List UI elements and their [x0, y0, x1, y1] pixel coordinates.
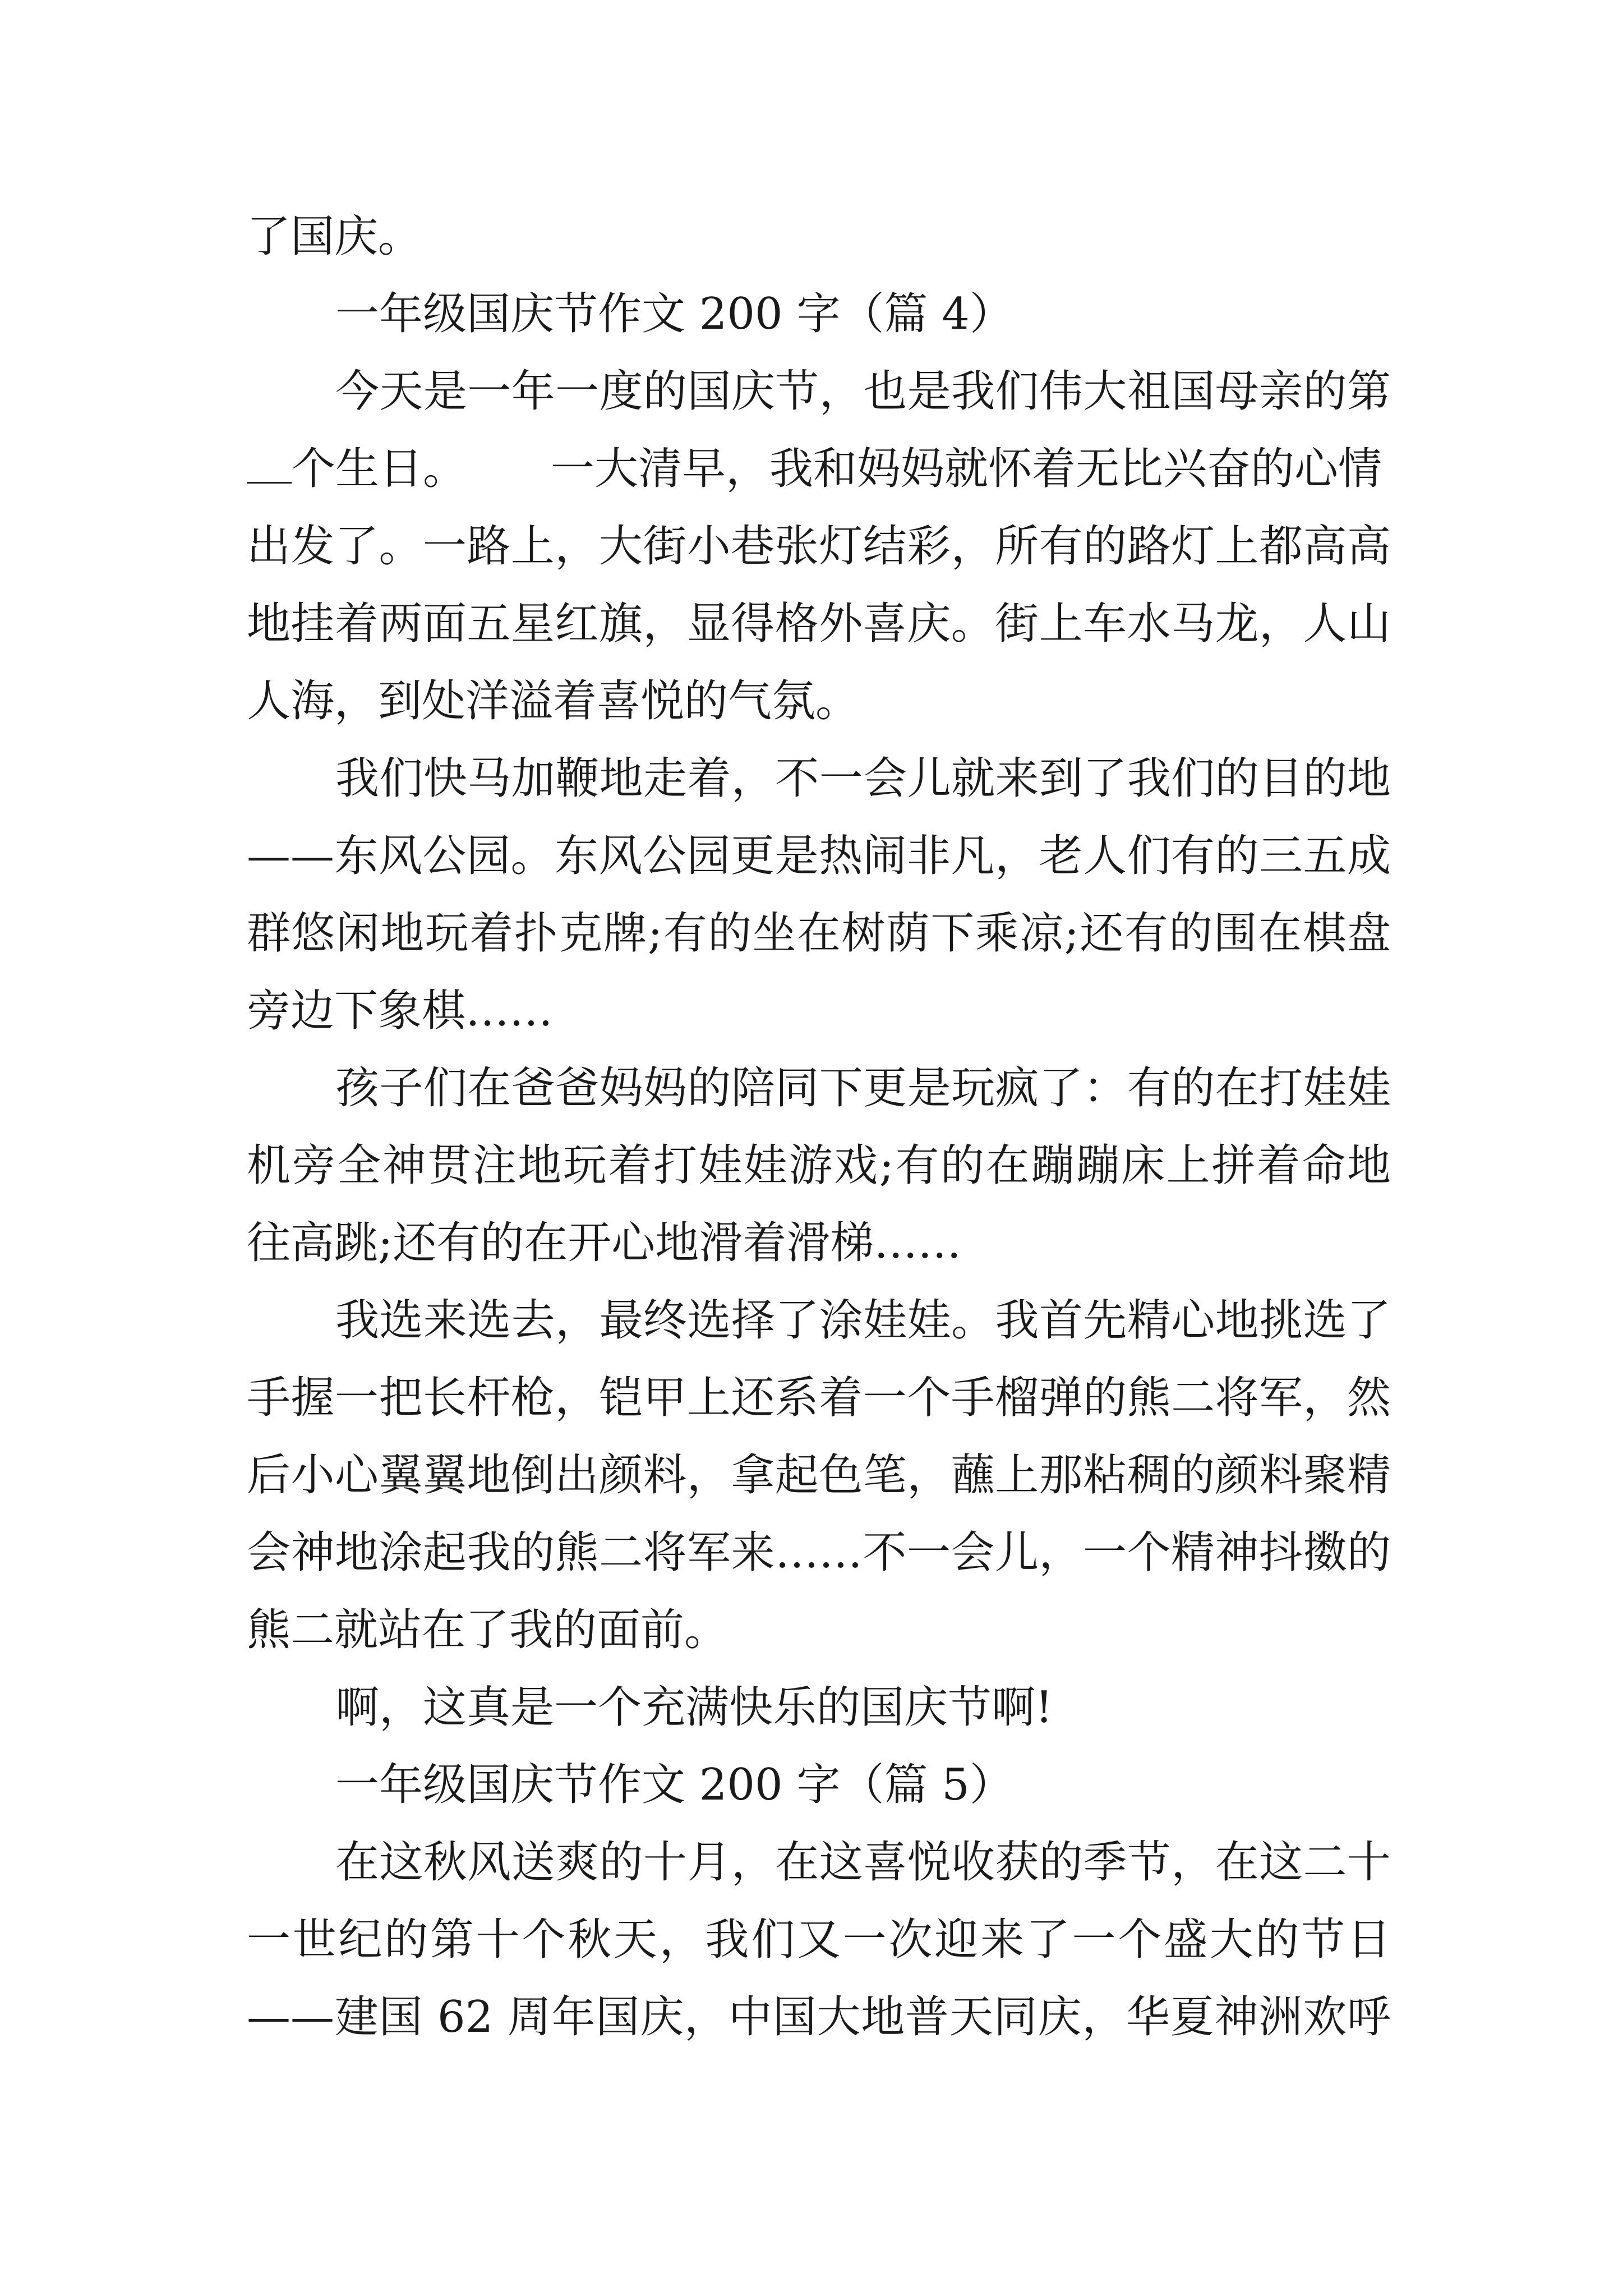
paragraph-line: ——建国 62 周年国庆，中国大地普天同庆，华夏神洲欢呼: [247, 1992, 1391, 2042]
paragraph-line: 后小心翼翼地倒出颜料，拿起色笔，蘸上那粘稠的颜料聚精: [247, 1450, 1391, 1501]
paragraph-line: ——东风公园。东风公园更是热闹非凡，老人们有的三五成: [247, 831, 1391, 881]
paragraph-line: 手握一把长杆枪，铠甲上还系着一个手榴弹的熊二将军，然: [247, 1373, 1391, 1423]
paragraph-line: 会神地涂起我的熊二将军来……不一会儿，一个精神抖擞的: [247, 1527, 1391, 1578]
paragraph-line: 熊二就站在了我的面前。: [247, 1605, 728, 1655]
paragraph-line: [247, 441, 1391, 497]
paragraph-line: 一世纪的第十个秋天，我们又一次迎来了一个盛大的节日: [247, 1915, 1391, 1965]
paragraph-line: 旁边下象棋……: [247, 986, 554, 1036]
paragraph-line: 我选来选去，最终选择了涂娃娃。我首先精心地挑选了: [335, 1295, 1391, 1346]
paragraph-line: 在这秋风送爽的十月，在这喜悦收获的季节，在这二十: [335, 1837, 1391, 1888]
paragraph-segment: 一大清早，我和妈妈就怀着无比兴奋的心情: [551, 444, 1382, 494]
paragraph-segment: 个生日。: [292, 444, 467, 494]
blank-underline: [247, 443, 292, 484]
section-heading-5: 一年级国庆节作文 200 字（篇 5）: [335, 1760, 1013, 1810]
paragraph-line: 人海，到处洋溢着喜悦的气氛。: [247, 676, 860, 726]
paragraph-line: 地挂着两面五星红旗，显得格外喜庆。街上车水马龙，人山: [247, 599, 1391, 649]
paragraph-line: 了国庆。: [247, 211, 422, 262]
paragraph-line: 啊，这真是一个充满快乐的国庆节啊!: [335, 1682, 1053, 1733]
paragraph-line: 我们快马加鞭地走着，不一会儿就来到了我们的目的地: [335, 753, 1391, 804]
paragraph-line: 孩子们在爸爸妈妈的陪同下更是玩疯了：有的在打娃娃: [335, 1063, 1391, 1114]
paragraph-line: 群悠闲地玩着扑克牌;有的坐在树荫下乘凉;还有的围在棋盘: [247, 908, 1391, 959]
section-heading-4: 一年级国庆节作文 200 字（篇 4）: [335, 289, 1013, 339]
paragraph-line: 出发了。一路上，大街小巷张灯结彩，所有的路灯上都高高: [247, 521, 1391, 572]
paragraph-line: 机旁全神贯注地玩着打娃娃游戏;有的在蹦蹦床上拼着命地: [247, 1140, 1391, 1191]
paragraph-line: 往高跳;还有的在开心地滑着滑梯……: [247, 1218, 962, 1268]
paragraph-line: 今天是一年一度的国庆节，也是我们伟大祖国母亲的第: [335, 366, 1391, 417]
